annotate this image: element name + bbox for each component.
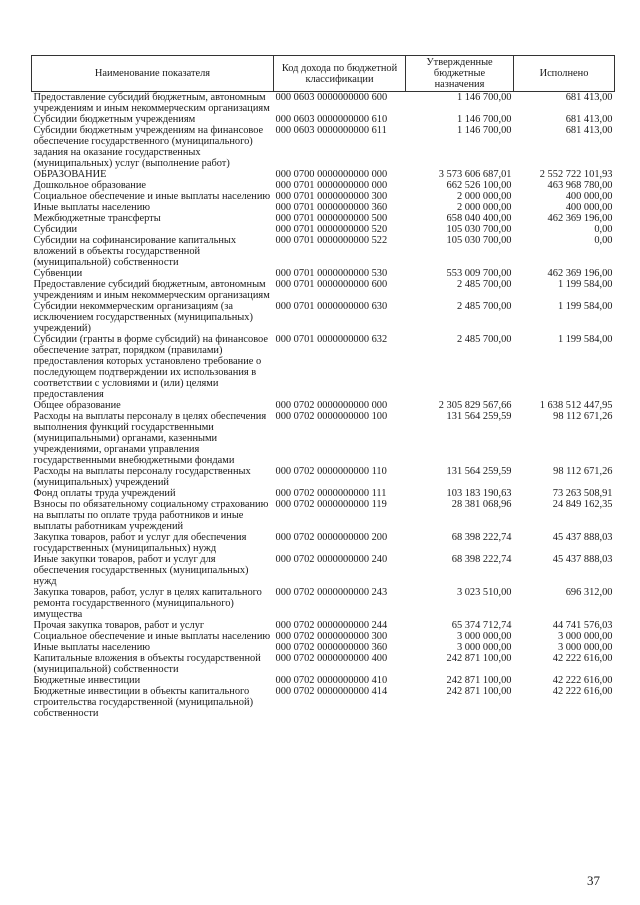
row-executed-amount: 2 552 722 101,93: [539, 169, 613, 180]
table-row: [32, 466, 615, 488]
table-row: [32, 411, 615, 466]
row-indicator-name: Бюджетные инвестиции в объекты капитального строительства государственной (муниципальной) собственности: [33, 686, 254, 719]
row-indicator-name: Предоставление субсидий бюджетным, автономным учреждениям и иным некоммерческим организациям: [33, 279, 270, 301]
row-income-code: 000 0701 0000000000 300: [275, 191, 388, 202]
table-row: [32, 532, 615, 554]
row-approved-amount: 65 374 712,74: [451, 620, 512, 631]
row-executed-amount: 0,00: [594, 235, 613, 246]
row-approved-amount: 2 000 000,00: [456, 191, 512, 202]
row-executed-amount: 45 437 888,03: [552, 554, 613, 565]
row-approved-amount: 3 573 606 687,01: [438, 169, 512, 180]
row-approved-amount: 2 485 700,00: [456, 301, 512, 312]
row-executed-amount: 681 413,00: [565, 125, 613, 136]
table-row: [32, 620, 615, 631]
row-indicator-name: Закупка товаров, работ и услуг для обеспечения государственных (муниципальных) нужд: [33, 532, 247, 554]
row-approved-amount: 1 146 700,00: [456, 125, 512, 136]
row-indicator-name: Иные закупки товаров, работ и услуг для обеспечения государственных (муниципальных) нужд: [33, 554, 249, 587]
row-indicator-name: Расходы на выплаты персоналу государственных (муниципальных) учреждений: [33, 466, 251, 488]
row-income-code: 000 0702 0000000000 410: [275, 675, 388, 686]
row-indicator-name: Прочая закупка товаров, работ и услуг: [33, 620, 205, 631]
row-indicator-name: Субсидии бюджетным учреждениям: [33, 114, 196, 125]
row-indicator-name: Субсидии (гранты в форме субсидий) на финансовое обеспечение затрат, порядком (правилами) предоставления которых установлено требование о последующем подтверждении их использования в соответствии с условиями и (или) целями предоставления: [33, 334, 268, 400]
row-indicator-name: Расходы на выплаты персоналу в целях обеспечения выполнения функций государственными (муниципальными) органами, казенными учреждениями, органами управления государственными внебюджетными фондами: [33, 411, 267, 466]
row-approved-amount: 131 564 259,59: [446, 466, 512, 477]
table-row: [32, 224, 615, 235]
row-income-code: 000 0702 0000000000 110: [275, 466, 387, 477]
row-approved-amount: 103 183 190,63: [446, 488, 512, 499]
row-income-code: 000 0701 0000000000 360: [275, 202, 388, 213]
row-indicator-name: Социальное обеспечение и иные выплаты населению: [33, 191, 271, 202]
row-executed-amount: 44 741 576,03: [552, 620, 613, 631]
row-indicator-name: Закупка товаров, работ, услуг в целях капитального ремонта государственного (муниципального) имущества: [33, 587, 262, 620]
row-income-code: 000 0701 0000000000 632: [275, 334, 388, 345]
table-row: [32, 279, 615, 301]
table-row: [32, 213, 615, 224]
row-income-code: 000 0702 0000000000 300: [275, 631, 388, 642]
row-approved-amount: 1 146 700,00: [456, 114, 512, 125]
table-row: [32, 114, 615, 125]
row-indicator-name: Субвенции: [33, 268, 83, 279]
row-approved-amount: 131 564 259,59: [446, 411, 512, 422]
row-income-code: 000 0702 0000000000 240: [275, 554, 388, 565]
row-indicator-name: ОБРАЗОВАНИЕ: [33, 169, 107, 180]
row-approved-amount: 2 485 700,00: [456, 279, 512, 290]
table-row: [32, 488, 615, 499]
table-row: [32, 653, 615, 675]
row-executed-amount: 0,00: [594, 224, 613, 235]
row-indicator-name: Общее образование: [33, 400, 121, 411]
row-indicator-name: Иные выплаты населению: [33, 202, 151, 213]
table-row: [32, 631, 615, 642]
row-executed-amount: 3 000 000,00: [557, 642, 613, 653]
table-row: [32, 499, 615, 532]
row-approved-amount: 2 000 000,00: [456, 202, 512, 213]
row-indicator-name: Субсидии на софинансирование капитальных вложений в объекты государственной (муниципальной) собственности: [33, 235, 237, 268]
row-income-code: 000 0603 0000000000 610: [275, 114, 388, 125]
row-executed-amount: 1 199 584,00: [557, 301, 613, 312]
row-approved-amount: 3 023 510,00: [456, 587, 512, 598]
table-row: [32, 92, 615, 115]
row-income-code: 000 0702 0000000000 243: [275, 587, 388, 598]
row-executed-amount: 73 263 508,91: [552, 488, 613, 499]
table-row: [32, 180, 615, 191]
row-approved-amount: 242 871 100,00: [446, 653, 512, 664]
table-header: [32, 56, 615, 92]
row-approved-amount: 105 030 700,00: [446, 235, 512, 246]
row-income-code: 000 0702 0000000000 414: [275, 686, 388, 697]
row-approved-amount: 68 398 222,74: [451, 532, 512, 543]
row-income-code: 000 0701 0000000000 500: [275, 213, 388, 224]
row-executed-amount: 42 222 616,00: [552, 675, 613, 686]
row-approved-amount: 242 871 100,00: [446, 675, 512, 686]
row-income-code: 000 0700 0000000000 000: [275, 169, 388, 180]
table-row: [32, 334, 615, 400]
row-income-code: 000 0702 0000000000 244: [275, 620, 388, 631]
row-income-code: 000 0701 0000000000 530: [275, 268, 388, 279]
table-row: [32, 554, 615, 587]
header-approved: Утвержденные бюджетные назначения: [406, 56, 514, 92]
table-row: [32, 125, 615, 169]
row-approved-amount: 68 398 222,74: [451, 554, 512, 565]
header-indicator-name: Наименование показателя: [32, 56, 274, 92]
row-indicator-name: Капитальные вложения в объекты государственной (муниципальной) собственности: [33, 653, 261, 675]
row-indicator-name: Взносы по обязательному социальному страхованию на выплаты по оплате труда работников и иные выплаты работникам учреждений: [33, 499, 269, 532]
page-number: 37: [587, 873, 600, 888]
row-executed-amount: 24 849 162,35: [552, 499, 613, 510]
row-executed-amount: 42 222 616,00: [552, 653, 613, 664]
row-indicator-name: Субсидии некоммерческим организациям (за исключением государственных (муниципальных) учреждений): [33, 301, 253, 334]
row-indicator-name: Предоставление субсидий бюджетным, автономным учреждениям и иным некоммерческим организациям: [33, 92, 270, 114]
row-income-code: 000 0701 0000000000 000: [275, 180, 388, 191]
row-executed-amount: 681 413,00: [565, 114, 613, 125]
row-approved-amount: 658 040 400,00: [446, 213, 512, 224]
row-income-code: 000 0701 0000000000 600: [275, 279, 388, 290]
row-approved-amount: 553 009 700,00: [446, 268, 512, 279]
table-row: [32, 686, 615, 719]
table-row: [32, 675, 615, 686]
table-body: [32, 92, 615, 720]
row-approved-amount: 3 000 000,00: [456, 642, 512, 653]
row-indicator-name: Иные выплаты населению: [33, 642, 151, 653]
table-row: [32, 235, 615, 268]
row-approved-amount: 242 871 100,00: [446, 686, 512, 697]
row-income-code: 000 0701 0000000000 520: [275, 224, 388, 235]
row-approved-amount: 1 146 700,00: [456, 92, 512, 103]
row-approved-amount: 105 030 700,00: [446, 224, 512, 235]
table-row: [32, 202, 615, 213]
row-approved-amount: 3 000 000,00: [456, 631, 512, 642]
row-executed-amount: 400 000,00: [565, 191, 613, 202]
row-indicator-name: Социальное обеспечение и иные выплаты населению: [33, 631, 271, 642]
row-indicator-name: Субсидии: [33, 224, 78, 235]
header-executed: Исполнено: [514, 56, 615, 92]
row-executed-amount: 42 222 616,00: [552, 686, 613, 697]
row-executed-amount: 696 312,00: [565, 587, 613, 598]
table-row: [32, 268, 615, 279]
row-executed-amount: 462 369 196,00: [547, 268, 613, 279]
row-executed-amount: 462 369 196,00: [547, 213, 613, 224]
row-indicator-name: Дошкольное образование: [33, 180, 147, 191]
row-indicator-name: Бюджетные инвестиции: [33, 675, 141, 686]
row-income-code: 000 0701 0000000000 522: [275, 235, 388, 246]
row-income-code: 000 0603 0000000000 600: [275, 92, 388, 103]
row-income-code: 000 0702 0000000000 000: [275, 400, 388, 411]
row-income-code: 000 0702 0000000000 111: [275, 488, 387, 499]
table-row: [32, 191, 615, 202]
row-executed-amount: 400 000,00: [565, 202, 613, 213]
row-indicator-name: Фонд оплаты труда учреждений: [33, 488, 176, 499]
table-row: [32, 301, 615, 334]
row-indicator-name: Межбюджетные трансферты: [33, 213, 161, 224]
row-approved-amount: 2 305 829 567,66: [438, 400, 512, 411]
row-executed-amount: 45 437 888,03: [552, 532, 613, 543]
table-row: [32, 642, 615, 653]
row-executed-amount: 3 000 000,00: [557, 631, 613, 642]
row-income-code: 000 0702 0000000000 100: [275, 411, 388, 422]
row-income-code: 000 0603 0000000000 611: [275, 125, 387, 136]
row-executed-amount: 1 199 584,00: [557, 279, 613, 290]
row-executed-amount: 98 112 671,26: [553, 466, 613, 477]
row-approved-amount: 28 381 068,96: [451, 499, 512, 510]
table-row: [32, 169, 615, 180]
row-income-code: 000 0702 0000000000 119: [275, 499, 387, 510]
row-executed-amount: 1 638 512 447,95: [539, 400, 613, 411]
row-executed-amount: 681 413,00: [565, 92, 613, 103]
row-executed-amount: 1 199 584,00: [557, 334, 613, 345]
row-income-code: 000 0702 0000000000 360: [275, 642, 388, 653]
table-row: [32, 400, 615, 411]
budget-execution-table: [31, 55, 615, 719]
row-income-code: 000 0702 0000000000 400: [275, 653, 388, 664]
row-income-code: 000 0701 0000000000 630: [275, 301, 388, 312]
table-row: [32, 587, 615, 620]
row-income-code: 000 0702 0000000000 200: [275, 532, 388, 543]
header-income-code: Код дохода по бюджетной классификации: [274, 56, 406, 92]
row-executed-amount: 98 112 671,26: [553, 411, 613, 422]
row-indicator-name: Субсидии бюджетным учреждениям на финансовое обеспечение государственного (муниципального) задания на оказание государственных (муниципальных) услуг (выполнение работ): [33, 125, 264, 169]
row-approved-amount: 2 485 700,00: [456, 334, 512, 345]
row-approved-amount: 662 526 100,00: [446, 180, 512, 191]
row-executed-amount: 463 968 780,00: [547, 180, 613, 191]
